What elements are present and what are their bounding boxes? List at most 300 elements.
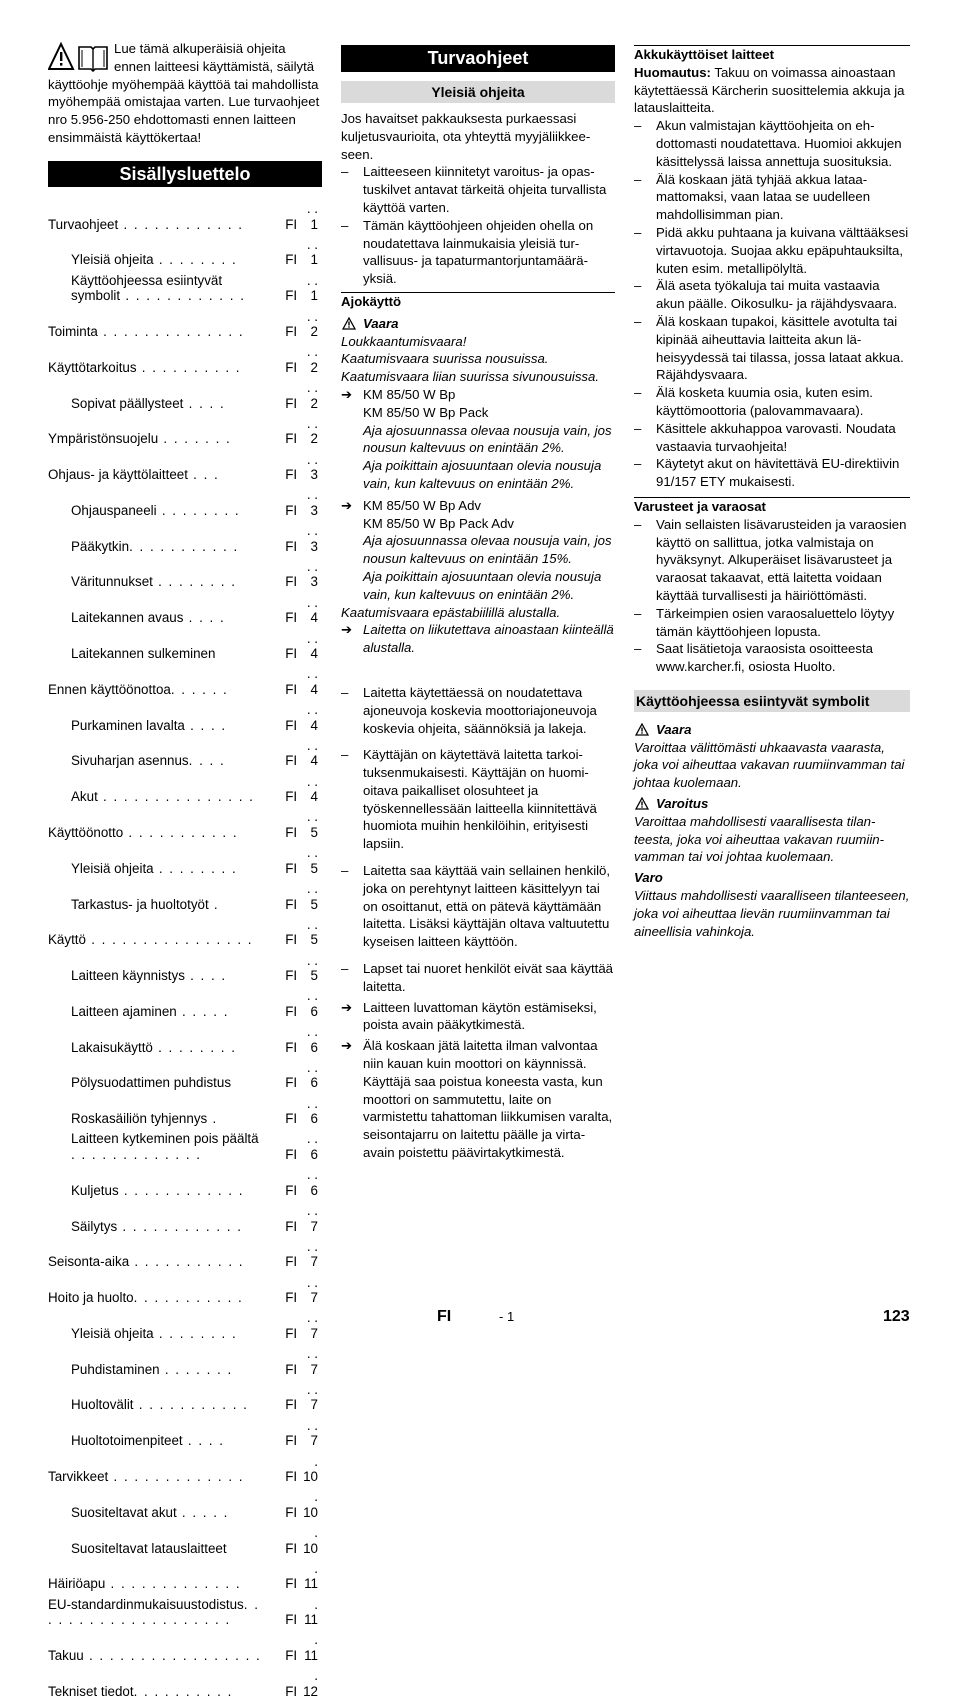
general-paragraph: Jos havaitset pakkauksesta purkaessasi kuljetusvaurioita, ota yhteyttä myyjäliikkeeseen. — [341, 111, 591, 162]
warning-label — [634, 795, 910, 813]
model-name: KM 85/50 W Bp Pack — [363, 404, 489, 420]
warning-text: Varoittaa mahdollisesti vaarallisesta tilanteesta, joka voi aiheuttaa vakavan ruumiinvamman tai voi johtaa kuolemaan. — [634, 813, 884, 865]
toc-entry-language: FI — [285, 395, 298, 411]
toc-entry-title — [48, 1344, 261, 1380]
toc-entry-title — [48, 1022, 261, 1058]
subsection-title-symbols: Käyttöohjeessa esiintyvät symbolit — [634, 690, 910, 712]
toc-entry-title — [48, 485, 261, 521]
footer-page-number: 123 — [883, 1308, 910, 1325]
toc-entry-language: FI — [285, 1325, 298, 1341]
toc-leader-dots: . . . . . — [176, 1003, 229, 1019]
toc-entry-page: . . 1 — [306, 272, 318, 304]
toc-entry-language: FI — [285, 968, 298, 984]
toc-entry-language: FI — [285, 538, 298, 554]
toc-row — [48, 914, 318, 950]
toc-entry-text: Ohjaus- ja käyttölaitteet — [48, 467, 188, 483]
toc-entry-title — [48, 199, 261, 235]
toc-entry-title — [48, 807, 261, 843]
toc-entry-text: Sivuharjan asennus — [71, 753, 189, 769]
toc-entry-text: Toiminta — [48, 324, 98, 340]
toc-row — [48, 557, 318, 593]
toc-entry-title — [48, 342, 261, 378]
toc-entry-text: Huoltotoimenpiteet — [71, 1433, 183, 1449]
toc-entry-language: FI — [285, 1469, 298, 1485]
unstable-note: Kaatumisvaara epästabiilillä alustalla. — [341, 604, 561, 620]
toc-leader-dots: . . . . . . . . — [153, 252, 238, 268]
toc-entry-text: Takuu — [48, 1647, 84, 1663]
list-item: – Pidä akku puhtaana ja kuivana välttääksesi virtavuotoja. Suojaa akku epäpuhtauksilta, kuten esim. metallipölyltä. — [634, 224, 910, 277]
danger-text: Varoittaa välittömästi uhkaavasta vaarasta, joka voi aiheuttaa vakavan ruumiinvamman tai johtaa kuolemaan. — [634, 739, 905, 791]
toc-leader-dots: . . . . . . . . . . — [133, 1683, 233, 1699]
toc-entry-language: FI — [285, 1003, 298, 1019]
toc-leader-dots: . . . . . . . . . . . . . . . . — [85, 932, 254, 948]
toc-row — [48, 1666, 318, 1702]
toc-entry-text: Hoito ja huolto — [48, 1290, 134, 1306]
toc-row — [48, 986, 318, 1022]
footer-language: FI — [437, 1308, 452, 1325]
toc-leader-dots: . . . . . . . . . . . . . . — [97, 324, 245, 340]
toc-row — [48, 1558, 318, 1594]
toc-leader-dots: . . . . — [184, 968, 227, 984]
toc-entry-page: . . 6 — [306, 1059, 318, 1091]
toc-entry-title — [48, 1165, 261, 1201]
toc-entry-title — [48, 1523, 261, 1559]
toc-entry-page: . 10 — [303, 1525, 319, 1556]
toc-entry-language: FI — [285, 1039, 298, 1055]
toc-row — [48, 1523, 318, 1559]
toc-leader-dots: . . . — [187, 467, 220, 483]
toc-leader-dots: . . . . . . . . — [152, 1039, 237, 1055]
warning-icon — [342, 317, 356, 330]
warning-book-icon — [48, 42, 110, 72]
model-name: KM 85/50 W Bp — [363, 386, 456, 402]
toc-entry-text: Väritunnukset — [71, 574, 153, 590]
toc-entry-text: Pölysuodattimen puhdistus — [71, 1075, 232, 1091]
toc-leader-dots: . — [208, 896, 220, 912]
toc-entry-page: . . 5 — [306, 952, 318, 984]
toc-entry-title — [48, 628, 261, 664]
toc-entry-text: Ennen käyttöönottoa — [48, 681, 171, 697]
footer-local-page — [499, 1307, 514, 1327]
arrow-item-text: Laitteen luvattoman käytön estämiseksi, poista avain pääkytkimestä. — [363, 999, 597, 1033]
toc-entry-page: . . 6 — [306, 1095, 318, 1127]
toc-entry-text: Ympäristönsuojelu — [48, 431, 159, 447]
toc-entry-language: FI — [285, 1540, 298, 1556]
toc-entry-text: Suositeltavat latauslaitteet — [71, 1540, 227, 1556]
toc-row — [48, 1415, 318, 1451]
toc-row — [48, 1201, 318, 1237]
toc-entry-page: . 10 — [303, 1453, 319, 1485]
toc-entry-page: . . 4 — [306, 630, 318, 662]
toc-entry-page: . . 2 — [306, 415, 318, 447]
toc-entry-language: FI — [285, 288, 298, 304]
toc-row — [48, 771, 318, 807]
toc-leader-dots: . . . . . . . . . . . . — [117, 1218, 243, 1234]
toc-row — [48, 843, 318, 879]
toc-entry-page: . . 7 — [306, 1310, 318, 1341]
toc-row — [48, 413, 318, 449]
toc-entry-page: . 11 — [304, 1632, 318, 1663]
toc-leader-dots: . . . . . . . — [159, 1361, 233, 1377]
toc-entry-title — [48, 378, 261, 414]
toc-entry-language: FI — [285, 574, 298, 590]
toc-entry-text: Seisonta-aika — [48, 1254, 130, 1270]
toc-row — [48, 700, 318, 736]
toc-entry-text: Laitekannen sulkeminen — [71, 646, 216, 662]
toc-entry-language: FI — [285, 681, 298, 697]
toc-entry-title — [48, 1093, 261, 1129]
flat-ground-note — [341, 621, 615, 657]
toc-row — [48, 1630, 318, 1666]
toc-leader-dots: . . . . . . . . . . . . . — [108, 1469, 245, 1485]
toc-leader-dots: . . . . . . . . . . . — [133, 1397, 249, 1413]
list-item: – Laitetta saa käyttää vain sellainen henkilö, joka on perehtynyt laitteen käsittelyyn tai on osoittanut, että on pätevä käyttämään laitetta. Lisäksi käyttäjän oltava valtuutettu kyseisen laitteen käyttöön. — [341, 862, 615, 951]
toc-row — [48, 342, 318, 378]
slope-note: Aja ajosuunnassa olevaa nousuja vain, jos nousun kaltevuus on enintään 2%. — [363, 422, 612, 456]
toc-entry-text: EU-standardinmukaisuustodistus — [48, 1596, 244, 1612]
toc-entry-text: Käyttöohjeessa esiintyvät symbolit — [71, 272, 223, 304]
toc-entry-text: Lakaisukäyttö — [71, 1039, 153, 1055]
toc-entry-page: . . 7 — [306, 1203, 318, 1234]
toc-leader-dots: . . . . . . . . . . . . . — [105, 1576, 242, 1592]
toc-entry-language: FI — [285, 1576, 298, 1592]
caution-label: Varo — [634, 870, 663, 886]
toc-leader-dots: . . . . . . . . . . . . . . . . . — [83, 1647, 262, 1663]
toc-entry-page: . . 7 — [306, 1238, 318, 1270]
toc-entry-language: FI — [285, 753, 298, 769]
toc-entry-language: FI — [285, 359, 298, 375]
toc-row — [48, 807, 318, 843]
toc-row — [48, 1308, 318, 1344]
toc-entry-language: FI — [285, 216, 298, 232]
toc-entry-text: Kuljetus — [71, 1182, 119, 1198]
list-item: – Saat lisätietoja varaosista osoitteesta www.karcher.fi, osiosta Huolto. — [634, 640, 910, 676]
model-name: KM 85/50 W Bp Pack Adv — [363, 515, 514, 531]
model-name: KM 85/50 W Bp Adv — [363, 497, 482, 513]
intro-note — [48, 40, 322, 147]
toc-row — [48, 664, 318, 700]
toc-entry-title — [48, 306, 261, 342]
toc-row — [48, 235, 318, 271]
toc-entry-language: FI — [285, 502, 298, 518]
toc-entry-page: . . 3 — [306, 451, 318, 483]
toc-entry-title — [48, 1380, 261, 1416]
toc-entry-page: . 12 — [303, 1668, 319, 1699]
driving-line: Kaatumisvaara suurissa nousuissa. — [341, 351, 549, 367]
toc-entry-language: FI — [285, 467, 298, 483]
model-group-2 — [341, 497, 615, 515]
list-item: – Käyttäjän on käytettävä laitetta tarkoituksenmukaisesti. Käyttäjän on huomioitava paikalliset olosuhteet ja työskennellessään laitteella kiinnitettävä huomiota muihin henkilöihin, erityisesti lapsiin. — [341, 746, 615, 853]
toc-entry-text: Pääkytkin — [71, 538, 130, 554]
toc-entry-title — [48, 557, 261, 593]
toc-entry-page: . . 4 — [306, 666, 318, 697]
arrow-item — [341, 1037, 615, 1162]
note-label: Huomautus: — [634, 64, 711, 80]
toc-entry-language: FI — [285, 1254, 298, 1270]
list-item: – Käytetyt akut on hävitettävä EU-direktiivin 91/157 ETY mukaisesti. — [634, 455, 910, 491]
toc-leader-dots: . . . . — [182, 1433, 225, 1449]
toc-entry-title — [48, 1451, 261, 1487]
toc-entry-title — [48, 1129, 261, 1165]
toc-leader-dots: . . . . — [183, 610, 226, 626]
toc-entry-language: FI — [285, 932, 298, 948]
toc-row — [48, 1058, 318, 1094]
toc-entry-language: FI — [285, 1433, 298, 1449]
toc-entry-page: . . 4 — [306, 594, 318, 626]
toc-entry-title — [48, 771, 261, 807]
toc-row — [48, 1451, 318, 1487]
toc-entry-page: . . 6 — [306, 1131, 318, 1162]
toc-leader-dots: . . . . . — [176, 1504, 229, 1520]
toc-row — [48, 1165, 318, 1201]
toc-leader-dots: . . . . . . — [170, 681, 229, 697]
toc-entry-text: Ohjauspaneeli — [71, 502, 157, 518]
toc-row — [48, 1129, 318, 1165]
arrow-item-text: Älä koskaan jätä laitetta ilman valvontaa niin kauan kuin moottori on käynnissä. Käyttäjä saa poistua koneesta vasta, kun moottori on sammutettu, laite on varmistettu tahattoman liikkumisen varalta, seisontajarru on laitettu päälle ja virta-avain poistettu päävirtakytkimestä. — [363, 1038, 613, 1161]
arrow-right-icon: ➔ — [341, 622, 353, 638]
toc-entry-text: Suositeltavat akut — [71, 1504, 177, 1520]
list-item: – Laitteeseen kiinnitetyt varoitus- ja opastuskilvet antavat tärkeitä ohjeita turvallista käyttöä varten. — [341, 163, 615, 216]
toc-row — [48, 1380, 318, 1416]
toc-leader-dots: . . . . . . . . . . . . — [118, 1182, 244, 1198]
toc-entry-text: Huoltovälit — [71, 1397, 134, 1413]
toc-entry-page: . . 6 — [306, 988, 318, 1019]
toc-entry-title — [48, 986, 261, 1022]
toc-entry-language: FI — [285, 431, 298, 447]
driving-line: Kaatumisvaara liian suurissa sivunousuissa. — [341, 369, 600, 385]
toc-leader-dots: . — [207, 1111, 218, 1127]
arrow-right-icon: ➔ — [341, 497, 353, 513]
toc-row — [48, 879, 318, 915]
toc-entry-title — [48, 592, 261, 628]
toc-entry-text: Käyttöönotto — [48, 824, 124, 840]
toc-entry-page: . . 1 — [306, 201, 318, 232]
toc-entry-page: . . 2 — [306, 380, 318, 411]
list-item: – Tärkeimpien osien varaosaluettelo löytyy tämän käyttöohjeen lopusta. — [634, 605, 910, 641]
toc-entry-page: . . 4 — [306, 773, 318, 805]
toc-title: Sisällysluettelo — [48, 161, 322, 187]
toc-entry-page: . . 7 — [306, 1274, 318, 1306]
toc-entry-title — [48, 950, 261, 986]
toc-leader-dots: . . . . . . . . . . . . — [118, 216, 244, 232]
danger-label-text: Vaara — [656, 721, 692, 737]
toc-row — [48, 736, 318, 772]
toc-entry-language: FI — [285, 1612, 298, 1628]
toc-entry-language: FI — [285, 789, 298, 805]
warning-label-text: Varoitus — [656, 796, 709, 812]
toc-entry-page: . . 5 — [306, 881, 318, 912]
toc-entry-page: . . 2 — [306, 344, 318, 375]
toc-row — [48, 449, 318, 485]
toc-entry-language: FI — [285, 1111, 298, 1127]
toc-entry-page: . . 2 — [306, 308, 318, 340]
toc-entry-language: FI — [285, 896, 298, 912]
toc-entry-page: . . 4 — [306, 737, 318, 769]
toc-entry-text: Sopivat päällysteet — [71, 395, 184, 411]
toc-leader-dots: . . . . . . . . . . . — [123, 824, 239, 840]
toc-entry-page: . . 3 — [306, 487, 318, 518]
column-3 — [634, 40, 910, 940]
toc-entry-text: Laitteen käynnistys — [71, 968, 185, 984]
toc-entry-text: Yleisiä ohjeita — [71, 860, 154, 876]
toc-entry-text: Käyttö — [48, 932, 86, 948]
toc-entry-page: . 11 — [304, 1560, 318, 1592]
toc-leader-dots: . . . . . . . . . . . . . . . . . . . . — [48, 1596, 260, 1628]
toc-entry-title — [48, 1594, 261, 1630]
toc-entry-text: Yleisiä ohjeita — [71, 1325, 154, 1341]
flat-ground-text: Laitetta on liikutettava ainoastaan kiinteällä alustalla. — [363, 622, 614, 656]
arrow-right-icon: ➔ — [341, 999, 353, 1015]
caution-text: Viittaus mahdollisesti vaaralliseen tilanteeseen, joka voi aiheuttaa lievän ruumiinvamman tai aineellisia vahinkoja. — [634, 888, 910, 939]
list-item: – Käsittele akkuhappoa varovasti. Noudata vastaavia turvaohjeita! — [634, 420, 910, 456]
toc-entry-page: . 11 — [304, 1596, 318, 1628]
slope-note: Aja ajosuunnassa olevaa nousuja vain, jos nousun kaltevuus on enintään 15%. — [363, 533, 612, 567]
toc-entry-text: Laitteen kytkeminen pois päältä — [71, 1131, 259, 1147]
toc-entry-text: Akut — [71, 789, 98, 805]
toc-entry-page: . . 5 — [306, 916, 318, 948]
toc-leader-dots: . . . . . . . . — [153, 1325, 238, 1341]
list-item: – Älä kosketa kuumia osia, kuten esim. käyttömoottoria (palovammavaara). — [634, 384, 910, 420]
toc-row — [48, 950, 318, 986]
toc-entry-title — [48, 1558, 261, 1594]
toc-entry-title — [48, 736, 261, 772]
toc-row — [48, 1344, 318, 1380]
toc-entry-title — [48, 879, 261, 915]
toc-entry-title — [48, 1308, 261, 1344]
toc-entry-page: . . 6 — [306, 1167, 318, 1198]
toc-leader-dots: . . . . . . . . . . . . — [120, 288, 246, 304]
toc-leader-dots: . . . . . . . . . . . — [133, 1290, 244, 1306]
toc-entry-language: FI — [285, 324, 298, 340]
toc-entry-page: . . 1 — [306, 236, 318, 268]
toc-entry-text: Turvaohjeet — [48, 216, 119, 232]
toc-row — [48, 1272, 318, 1308]
list-item: – Tämän käyttöohjeen ohjeiden ohella on noudatettava lainmukaisia yleisiä turvallisuus- ja tapaturmantorjuntamääräyksiä. — [341, 217, 615, 288]
toc-entry-language: FI — [285, 1290, 298, 1306]
toc-entry-text: Tarvikkeet — [48, 1469, 109, 1485]
list-item: – Lapset tai nuoret henkilöt eivät saa käyttää laitetta. — [341, 960, 615, 996]
list-item: – Laitetta käytettäessä on noudatettava ajoneuvoja koskevia moottoriajoneuvoja koskevia ohjeita, säännöksiä ja lakeja. — [341, 684, 615, 737]
toc-leader-dots: . . . . . . . . . . . — [129, 538, 239, 554]
driving-line: Loukkaantumisvaara! — [341, 333, 467, 349]
danger-label — [634, 721, 910, 739]
toc-entry-language: FI — [285, 717, 298, 733]
warning-icon — [635, 723, 649, 736]
list-item: – Älä koskaan jätä tyhjää akkua lataamattomaksi, vaan lataa se uudelleen mahdollisimman pian. — [634, 171, 910, 224]
toc-entry-page: . . 7 — [306, 1417, 318, 1449]
toc-entry-title — [48, 521, 261, 557]
toc-entry-title — [48, 1630, 261, 1666]
toc-entry-language: FI — [285, 824, 298, 840]
list-item: – Vain sellaisten lisävarusteiden ja varaosien käyttö on sallittua, jotka valmistaja on hyväksynyt. Alkuperäiset lisävarusteet ja varaosat takaavat, että laitetta voidaan käyttää turvallisesti ja häiriöttömästi. — [634, 516, 910, 605]
toc-entry-page: . . 6 — [306, 1024, 318, 1055]
toc-entry-title — [48, 270, 261, 306]
toc-entry-title — [48, 1236, 261, 1272]
toc-entry-title — [48, 1201, 261, 1237]
toc-entry-language: FI — [285, 610, 298, 626]
arrow-right-icon: ➔ — [341, 1038, 353, 1054]
toc-entry-language: FI — [285, 1182, 298, 1198]
toc-row — [48, 1022, 318, 1058]
heading-accessories: Varusteet ja varaosat — [634, 497, 910, 516]
subsection-title-general: Yleisiä ohjeita — [341, 81, 615, 103]
toc-row — [48, 521, 318, 557]
danger-label — [341, 315, 615, 333]
toc-entry-language: FI — [285, 1647, 298, 1663]
toc-row — [48, 270, 318, 306]
toc-entry-title — [48, 1415, 261, 1451]
table-of-contents — [48, 199, 318, 1702]
battery-note — [634, 64, 910, 117]
toc-row — [48, 592, 318, 628]
note-text: Takuu on voimassa ainoastaan käytettäessä Kärcherin suosittelemia akkuja ja latauslaitteita. — [634, 64, 905, 116]
heading-driving: Ajokäyttö — [341, 292, 615, 311]
toc-entry-page: . . 7 — [306, 1346, 318, 1377]
toc-row — [48, 1487, 318, 1523]
toc-entry-page: . 10 — [303, 1489, 319, 1520]
toc-entry-title — [48, 700, 261, 736]
toc-leader-dots: . . . . . . . . . . . . . — [71, 1146, 202, 1162]
toc-entry-language: FI — [285, 1146, 298, 1162]
toc-entry-text: Yleisiä ohjeita — [71, 252, 154, 268]
toc-entry-text: Tarkastus- ja huoltotyöt — [71, 896, 209, 912]
toc-entry-title — [48, 235, 261, 271]
danger-label-text: Vaara — [363, 315, 399, 331]
column-2 — [341, 40, 615, 1162]
slope-note: Aja poikittain ajosuuntaan olevia nousuja vain, kun kaltevuus on enintään 2%. — [363, 458, 602, 491]
toc-row — [48, 628, 318, 664]
toc-entry-text: Purkaminen lavalta — [71, 717, 185, 733]
toc-entry-text: Laitteen ajaminen — [71, 1003, 177, 1019]
toc-leader-dots: . . . . . . . . . . — [136, 359, 241, 375]
toc-entry-text: Puhdistaminen — [71, 1361, 160, 1377]
footer-local-page-text: - 1 — [499, 1309, 515, 1324]
toc-entry-page: . . 3 — [306, 558, 318, 590]
toc-leader-dots: . . . . — [183, 395, 226, 411]
toc-entry-title — [48, 843, 261, 879]
toc-entry-language: FI — [285, 1218, 298, 1234]
toc-entry-title — [48, 1058, 261, 1094]
toc-entry-language: FI — [285, 1397, 298, 1413]
list-item: – Älä koskaan tupakoi, käsittele avotulta tai kipinää aiheuttavia laitteita akun läheisyydessä tai tilassa, jossa lataat akkua. Räjähdysvaara. — [634, 313, 910, 384]
list-item: – Akun valmistajan käyttöohjeita on ehdottomasti noudatettava. Huomioi akkujen käsittelyssä laissa annettuja suosituksia. — [634, 117, 910, 170]
toc-entry-language: FI — [285, 1075, 298, 1091]
toc-leader-dots: . . . . . . . . . . . — [129, 1254, 244, 1270]
toc-entry-text: Laitekannen avaus — [71, 610, 184, 626]
toc-entry-text: Käyttötarkoitus — [48, 359, 137, 375]
toc-entry-title — [48, 1666, 261, 1702]
toc-entry-language: FI — [285, 1504, 298, 1520]
toc-row — [48, 306, 318, 342]
toc-leader-dots: . . . . . . . — [158, 431, 232, 447]
toc-entry-page: . . 7 — [306, 1381, 318, 1413]
toc-entry-language: FI — [285, 252, 298, 268]
toc-leader-dots: . . . . . . . . — [156, 502, 241, 518]
toc-entry-language: FI — [285, 646, 298, 662]
toc-leader-dots: . . . . — [184, 717, 227, 733]
toc-entry-text: Tekniset tiedot — [48, 1683, 134, 1699]
arrow-item — [341, 999, 615, 1035]
arrow-right-icon: ➔ — [341, 386, 353, 402]
heading-battery: Akkukäyttöiset laitteet — [634, 45, 910, 64]
model-group-1 — [341, 386, 615, 404]
toc-entry-page: . . 3 — [306, 523, 318, 554]
toc-entry-title — [48, 664, 261, 700]
toc-leader-dots: . . . . . . . . — [152, 574, 237, 590]
toc-entry-page: . . 5 — [306, 809, 318, 840]
toc-entry-page: . . 4 — [306, 702, 318, 733]
toc-entry-title — [48, 1487, 261, 1523]
